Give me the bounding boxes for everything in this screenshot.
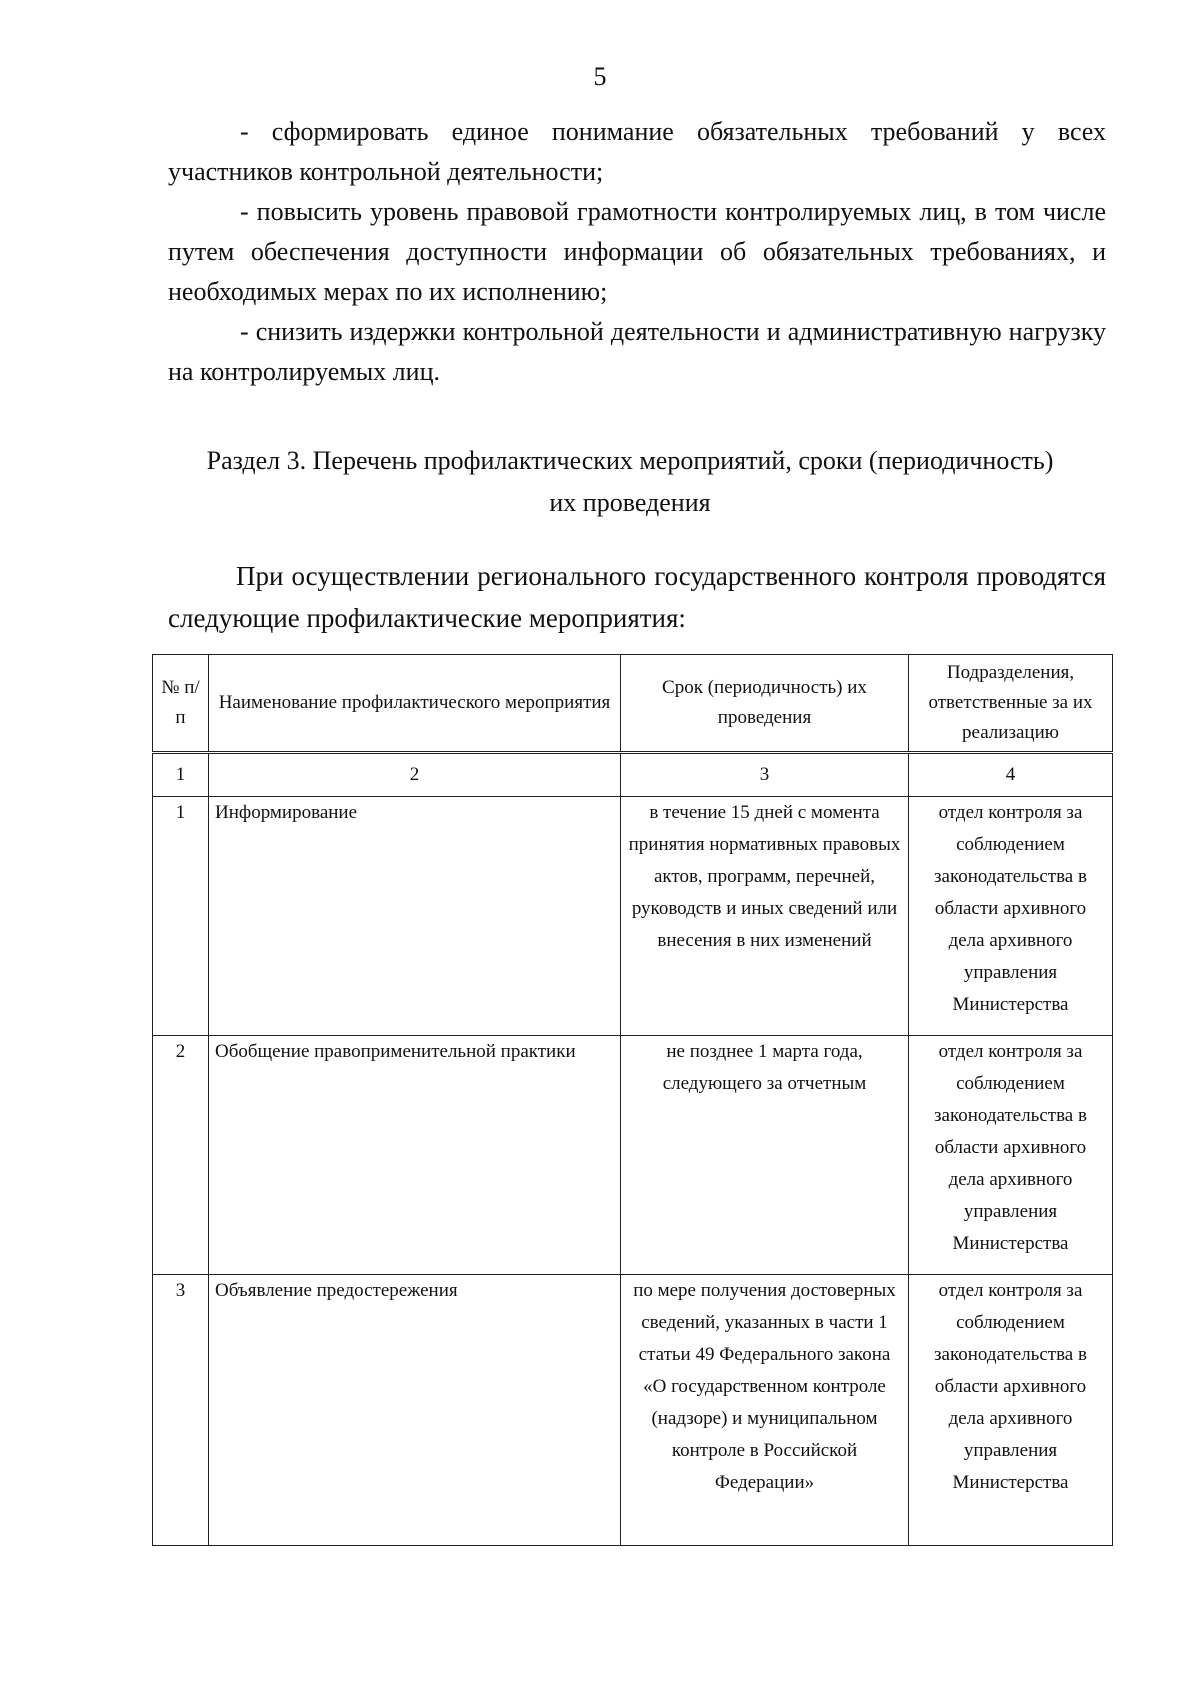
row-unit: отдел контроля за соблюдением законодательства в области архивного дела архивного управления Министерства: [909, 1036, 1113, 1275]
table-header-row: [153, 655, 1113, 753]
measures-table: [152, 654, 1113, 1546]
row-term: в течение 15 дней с момента принятия нормативных правовых актов, программ, перечней, руководств и иных сведений или внесения в них изменений: [621, 797, 909, 1036]
page-number: 5: [593, 62, 607, 91]
row-name: Обобщение правоприменительной практики: [209, 1036, 621, 1275]
column-number: 2: [209, 753, 621, 797]
column-number: 3: [621, 753, 909, 797]
header-unit: Подразделения, ответственные за их реализацию: [909, 655, 1113, 753]
table-row: [153, 1036, 1113, 1275]
section-title: [150, 440, 1110, 524]
row-num: 3: [153, 1275, 209, 1546]
section-title-line-1: Раздел 3. Перечень профилактических мероприятий, сроки (периодичность): [206, 446, 1054, 475]
row-term: по мере получения достоверных сведений, указанных в части 1 статьи 49 Федерального закона «О государственном контроле (надзоре) и муниципальном контроле в Российской Федерации»: [621, 1275, 909, 1546]
table-row: [153, 1275, 1113, 1546]
row-name: Информирование: [209, 797, 621, 1036]
row-unit: отдел контроля за соблюдением законодательства в области архивного дела архивного управления Министерства: [909, 1275, 1113, 1546]
header-name: Наименование профилактического мероприятия: [209, 655, 621, 753]
intro-paragraph: При осуществлении регионального государственного контроля проводятся следующие профилактические мероприятия:: [168, 561, 1106, 633]
table-row: [153, 797, 1113, 1036]
header-num: № п/п: [153, 655, 209, 753]
row-name: Объявление предостережения: [209, 1275, 621, 1546]
bullet-item-3: - снизить издержки контрольной деятельности и административную нагрузку на контролируемых лиц.: [168, 317, 1106, 386]
header-term: Срок (периодичность) их проведения: [621, 655, 909, 753]
column-number-row: [153, 753, 1113, 797]
bullet-item-2: - повысить уровень правовой грамотности контролируемых лиц, в том числе путем обеспечения доступности информации об обязательных требованиях, и необходимых мерах по их исполнению;: [168, 197, 1106, 306]
section-title-line-2: их проведения: [549, 488, 711, 517]
column-number: 1: [153, 753, 209, 797]
row-num: 1: [153, 797, 209, 1036]
bullet-item-1: - сформировать единое понимание обязательных требований у всех участников контрольной деятельности;: [168, 117, 1106, 186]
row-unit: отдел контроля за соблюдением законодательства в области архивного дела архивного управления Министерства: [909, 797, 1113, 1036]
column-number: 4: [909, 753, 1113, 797]
row-term: не позднее 1 марта года, следующего за отчетным: [621, 1036, 909, 1275]
row-num: 2: [153, 1036, 209, 1275]
